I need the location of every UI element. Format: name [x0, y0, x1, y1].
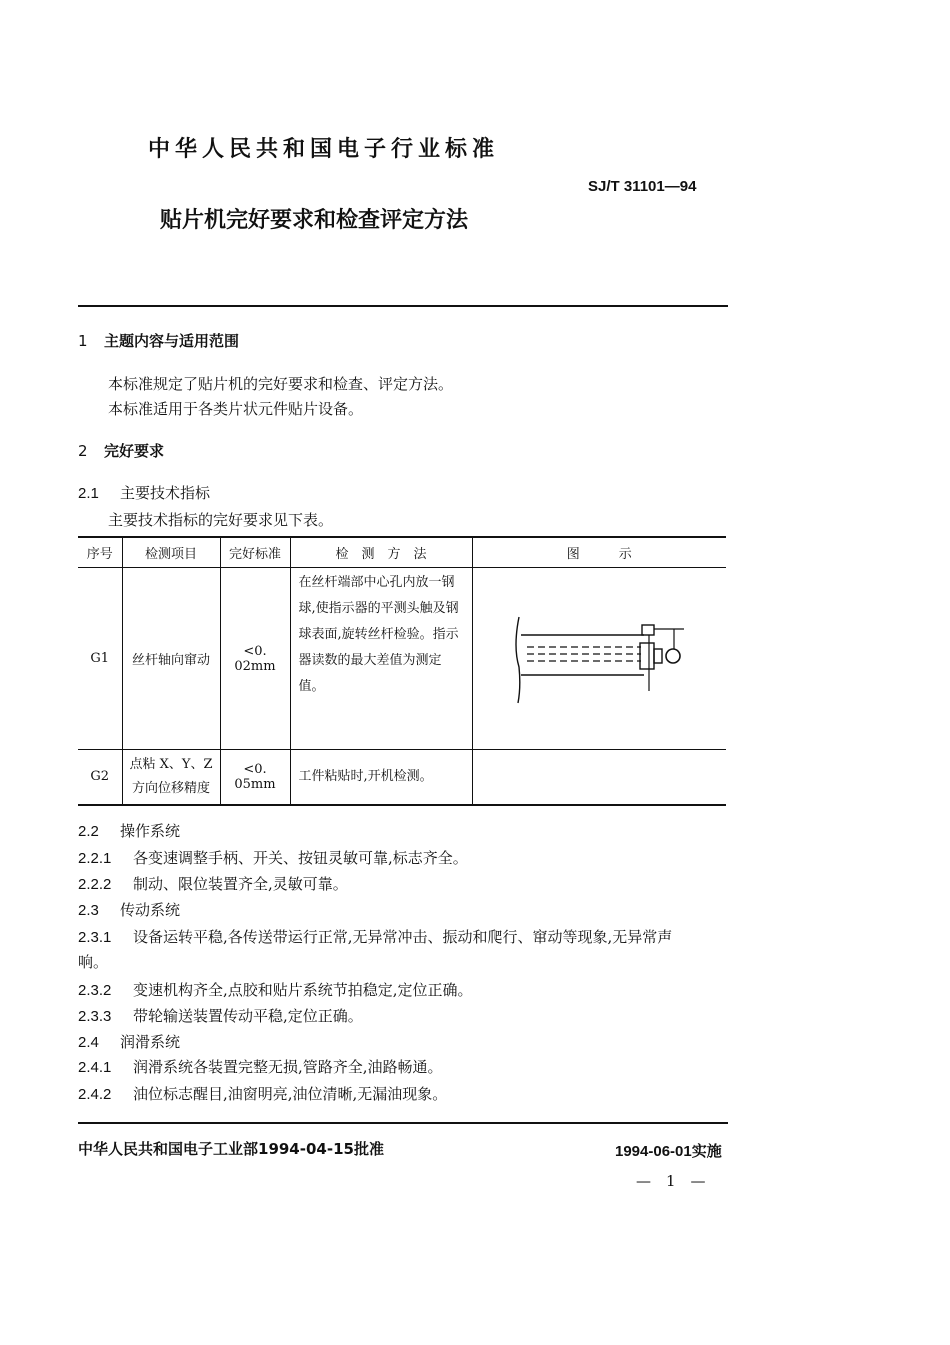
clause-number: 2.4.1: [78, 1059, 112, 1076]
clause-text: 油位标志醒目,油窗明亮,油位清晰,无漏油现象。: [133, 1085, 448, 1103]
clause-number: 2.3.1: [78, 929, 112, 946]
row-item-line: 点粘 X、Y、Z: [129, 756, 213, 772]
clause-text: 响。: [78, 953, 109, 971]
clause-text: 润滑系统: [120, 1033, 181, 1051]
page-number: — 1 —: [636, 1172, 706, 1190]
row-id: G1: [78, 568, 122, 750]
steel-ball: [666, 649, 680, 663]
clause-text: 带轮输送装置传动平稳,定位正确。: [133, 1007, 363, 1025]
header-standard: 完好标准: [220, 537, 290, 568]
clause-continuation: [78, 951, 108, 972]
clause-number: 2.4.2: [78, 1086, 112, 1103]
clause: [78, 820, 180, 841]
clause: [78, 1031, 180, 1052]
table-row: [78, 568, 726, 750]
clause: [78, 1005, 363, 1026]
table-header-row: [78, 537, 726, 568]
header-item: 检测项目: [122, 537, 220, 568]
header-method: 检 测 方 法: [290, 537, 472, 568]
section-title: 完好要求: [104, 442, 165, 460]
section-2-heading: [78, 440, 164, 461]
clause: [78, 926, 672, 947]
clause-2-1: [78, 482, 210, 503]
paragraph: 本标准规定了贴片机的完好要求和检查、评定方法。: [108, 375, 454, 393]
clause-number: 2.2: [78, 823, 99, 840]
screw-end: [640, 643, 654, 669]
bed-edge: [516, 617, 520, 703]
collar: [654, 649, 662, 663]
row-figure: [472, 568, 726, 750]
row-item: [122, 750, 220, 805]
clause-number: 2.3: [78, 902, 99, 919]
section-title: 主题内容与适用范围: [104, 332, 240, 350]
clause: [78, 979, 473, 1000]
clause-text: 传动系统: [120, 901, 181, 919]
clause: [78, 873, 348, 894]
clause-text: 操作系统: [120, 822, 181, 840]
clause-number: 2.1: [78, 485, 99, 502]
standard-code: SJ/T 31101—94: [588, 178, 697, 195]
clause-number: 2.2.2: [78, 876, 112, 893]
clause: [78, 1056, 443, 1077]
row-id: G2: [78, 750, 122, 805]
section-number: 2: [78, 442, 88, 460]
clause: [78, 899, 180, 920]
paragraph: 主要技术指标的完好要求见下表。: [108, 511, 334, 529]
paragraph: 本标准适用于各类片状元件贴片设备。: [108, 400, 364, 418]
org-standard-heading: 中华人民共和国电子行业标准: [148, 137, 500, 162]
clause-number: 2.3.2: [78, 982, 112, 999]
approval-note: 中华人民共和国电子工业部1994-04-15批准: [78, 1140, 384, 1158]
effective-date: 1994-06-01实施: [615, 1143, 722, 1160]
row-method: 在丝杆端部中心孔内放一钢球,使指示器的平测头触及钢球表面,旋转丝杆检验。指示器读数的最大差值为测定值。: [290, 568, 472, 750]
table-row: [78, 750, 726, 805]
clause-text: 润滑系统各装置完整无损,管路齐全,油路畅通。: [133, 1058, 443, 1076]
row-standard: <0. 05mm: [220, 750, 290, 805]
clause: [78, 847, 468, 868]
clause: [78, 1083, 447, 1104]
lead-screw-diagram: [509, 607, 689, 707]
document-title: 贴片机完好要求和检查评定方法: [160, 208, 469, 233]
header-divider: [78, 305, 728, 307]
row-item: 丝杆轴向窜动: [122, 568, 220, 750]
row-method: 工件粘贴时,开机检测。: [290, 750, 472, 805]
clause-text: 制动、限位装置齐全,灵敏可靠。: [133, 875, 348, 893]
footer-divider: [78, 1122, 728, 1124]
indicator-head: [642, 625, 654, 635]
clause-number: 2.2.1: [78, 850, 112, 867]
section-1-heading: [78, 330, 239, 351]
row-standard: <0. 02mm: [220, 568, 290, 750]
clause-text: 设备运转平稳,各传送带运行正常,无异常冲击、振动和爬行、窜动等现象,无异常声: [133, 928, 673, 946]
section-number: 1: [78, 332, 88, 350]
clause-text: 各变速调整手柄、开关、按钮灵敏可靠,标志齐全。: [133, 849, 468, 867]
row-figure-empty: [472, 750, 726, 805]
clause-number: 2.3.3: [78, 1008, 112, 1025]
header-seq: 序号: [78, 537, 122, 568]
row-item-line: 方向位移精度: [131, 780, 210, 796]
clause-number: 2.4: [78, 1034, 99, 1051]
clause-text: 主要技术指标: [120, 484, 211, 502]
clause-text: 变速机构齐全,点胶和贴片系统节拍稳定,定位正确。: [133, 981, 473, 999]
technical-spec-table: [78, 536, 726, 806]
header-figure: 图 示: [472, 537, 726, 568]
